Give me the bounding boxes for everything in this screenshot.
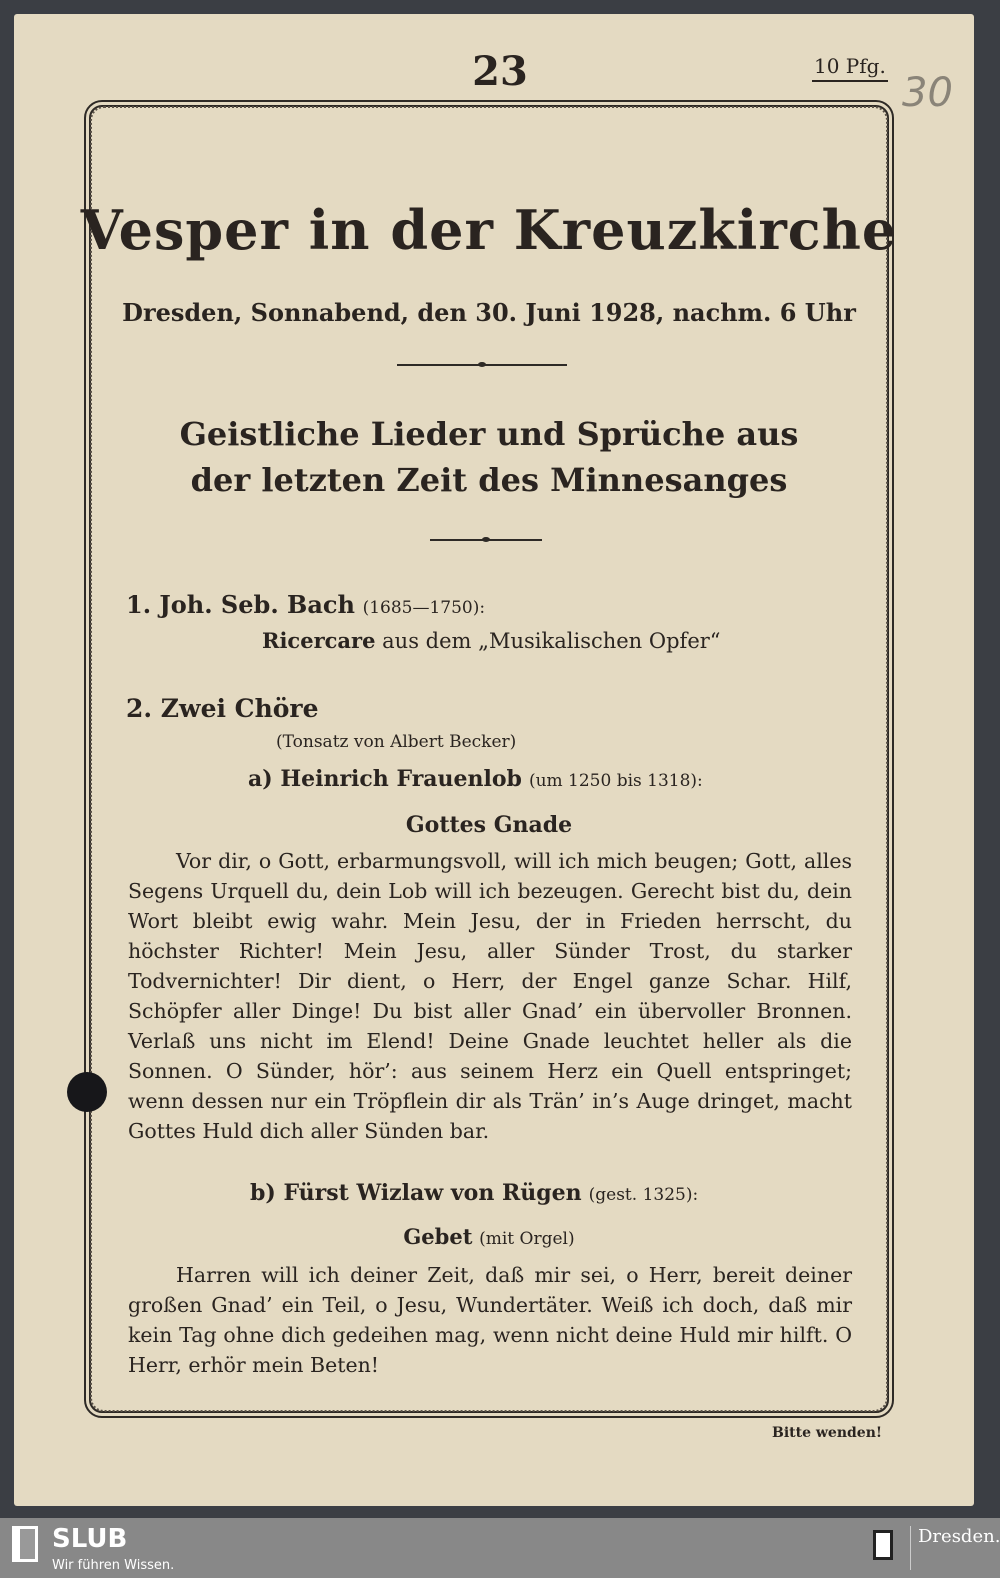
program-title-line2: der letzten Zeit des Minnesanges [190, 461, 788, 499]
price: 10 Pfg. [812, 54, 888, 82]
part-b-text: Harren will ich deiner Zeit, daß mir sei, o Herr, bereit deiner großen Gnad’ ein Teil, o Jesu, Wundertäter. Weiß ich doch, daß mir kein Tag ohne dich gedeihen mag, wenn nicht deine Huld mir hilft. O Herr, erhör mein Beten! [128, 1263, 852, 1377]
slub-banner [0, 1518, 1000, 1578]
divider-ornament [482, 537, 490, 542]
part-a-text: Vor dir, o Gott, erbarmungsvoll, will ich mich beugen; Gott, alles Segens Urquell du, dein Lob will ich bezeugen. Gerecht bist du, dein Wort bleibt ewig wahr. Mein Jesu, der in Frieden herrscht, du höchster Richter! Mein Jesu, aller Sünder Trost, du starker Todvernichter! Dir dient, o Herr, der Engel ganze Schar. Hilf, Schöpfer aller Dinge! Du bist aller Gnad’ ein übervoller Bronnen. Verlaß uns nicht im Elend! Deine Gnade leuchtet heller als die Sonnen. O Sünder, hör’: aus seinem Herz ein Quell entspringet; wenn dessen nur ein Tröpflein dir als Trän’ in’s Auge dringet, macht Gottes Huld dich aller Sünden bar. [128, 849, 852, 1143]
part-a-heading: a) Heinrich Frauenlob (um 1250 bis 1318): [248, 766, 703, 792]
slub-brand: SLUB [52, 1524, 128, 1554]
page-number: 23 [472, 48, 528, 95]
slub-logo-icon [12, 1526, 38, 1562]
slub-tagline: Wir führen Wissen. [52, 1558, 175, 1573]
part-a-song-title: Gottes Gnade [405, 812, 573, 838]
event-date: Dresden, Sonnabend, den 30. Juni 1928, nachm. 6 Uhr [122, 298, 856, 327]
dresden-logo: Dresden. [918, 1526, 1000, 1547]
divider-ornament [478, 362, 486, 367]
item-2-heading: 2. Zwei Chöre [126, 694, 319, 723]
banner-separator [910, 1526, 911, 1570]
part-b-heading: b) Fürst Wizlaw von Rügen (gest. 1325): [250, 1180, 699, 1206]
dresden-crest-icon [873, 1530, 893, 1560]
program-title-line1: Geistliche Lieder und Sprüche aus [179, 415, 799, 453]
item-1-work: Ricercare aus dem „Musikalischen Opfer“ [262, 628, 721, 653]
item-1-heading: 1. Joh. Seb. Bach (1685—1750): [126, 590, 486, 619]
document-title: Vesper in der Kreuzkirche [80, 198, 898, 262]
item-2-note: (Tonsatz von Albert Becker) [276, 732, 517, 752]
part-b-song-title: Gebet (mit Orgel) [403, 1224, 575, 1249]
punch-hole [67, 1072, 107, 1112]
please-turn-note: Bitte wenden! [772, 1425, 883, 1441]
pencil-note: 30 [902, 70, 953, 116]
